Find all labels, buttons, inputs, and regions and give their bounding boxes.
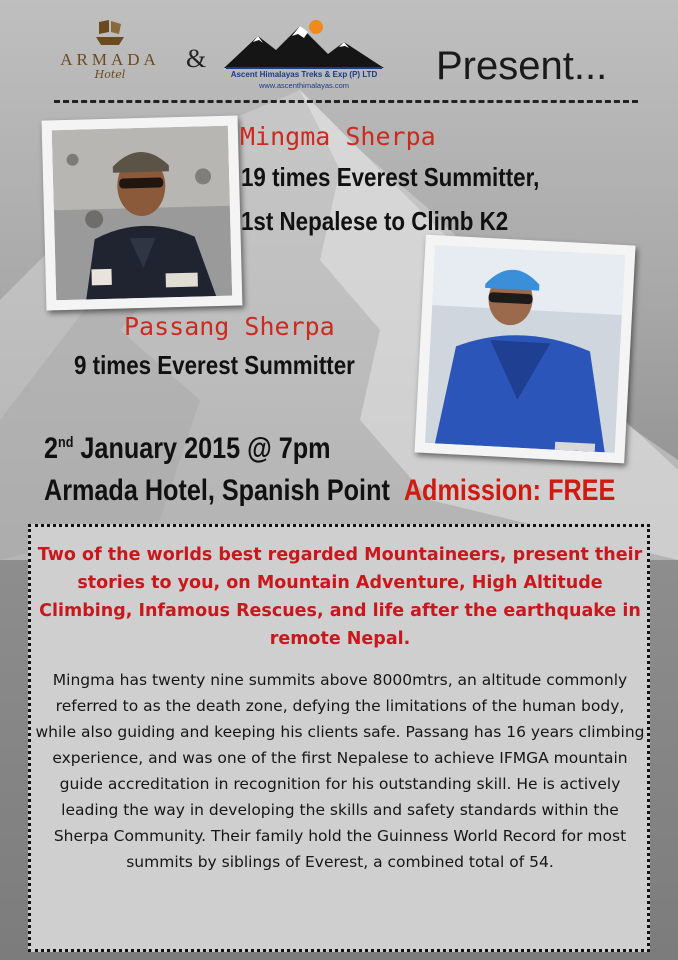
ship-crest-icon	[93, 18, 127, 48]
speaker-1-achievement-1: 19 times Everest Summitter,	[241, 162, 540, 192]
speaker-1-achievement-2: 1st Nepalese to Climb K2	[241, 206, 509, 236]
mountain-peaks-icon	[224, 18, 384, 70]
passang-photo	[414, 235, 635, 464]
event-date-suffix: nd	[58, 434, 74, 451]
event-venue: Armada Hotel, Spanish Point	[44, 474, 390, 507]
header-divider	[54, 100, 638, 103]
event-date	[44, 432, 331, 466]
passang-portrait-image	[425, 245, 625, 453]
speaker-2-achievement: 9 times Everest Summitter	[74, 350, 355, 380]
armada-wordmark: ARMADA	[60, 50, 160, 69]
armada-hotel-logo	[50, 18, 170, 98]
info-box	[28, 524, 650, 952]
admission-free: Admission: FREE	[403, 474, 616, 507]
mingma-portrait-image	[52, 126, 232, 301]
event-venue-line	[44, 474, 615, 508]
info-body-text: Mingma has twenty nine summits above 8000mtrs, an altitude commonly referred to as the death zone, defying the limitations of the human body, while also guiding and keeping his clients safe. Passang has 16 years climbing experience, and was one of the first Nepalese to achieve IFMGA mountain guide accreditation in recognition for his outstanding skill. He is actively leading the way in developing the skills and safety standards within the Sherpa Community. Their family hold the Guinness World Record for most summits by siblings of Everest, a combined total of 54.	[35, 671, 645, 871]
event-date-day: 2	[44, 432, 59, 465]
mingma-photo	[42, 115, 243, 310]
speaker-1-name: Mingma Sherpa	[240, 122, 436, 151]
ascent-himalayas-logo	[224, 18, 384, 98]
info-lead-text: Two of the worlds best regarded Mountaineers, present their stories to you, on Mountain Adventure, High Altitude Climbing, Infamous Rescues, and life after the earthquake in remote Nepal.	[37, 545, 643, 649]
speaker-2-name: Passang Sherpa	[124, 312, 335, 341]
ascent-company-name: Ascent Himalayas Treks & Exp (P) LTD	[230, 70, 378, 79]
armada-hotel-subtitle: Hotel	[94, 68, 126, 81]
event-date-rest: January 2015 @ 7pm	[73, 432, 331, 465]
ascent-website-link[interactable]: www.ascenthimalayas.com	[258, 81, 350, 90]
present-heading: Present...	[436, 44, 608, 88]
ampersand: &	[186, 44, 207, 73]
